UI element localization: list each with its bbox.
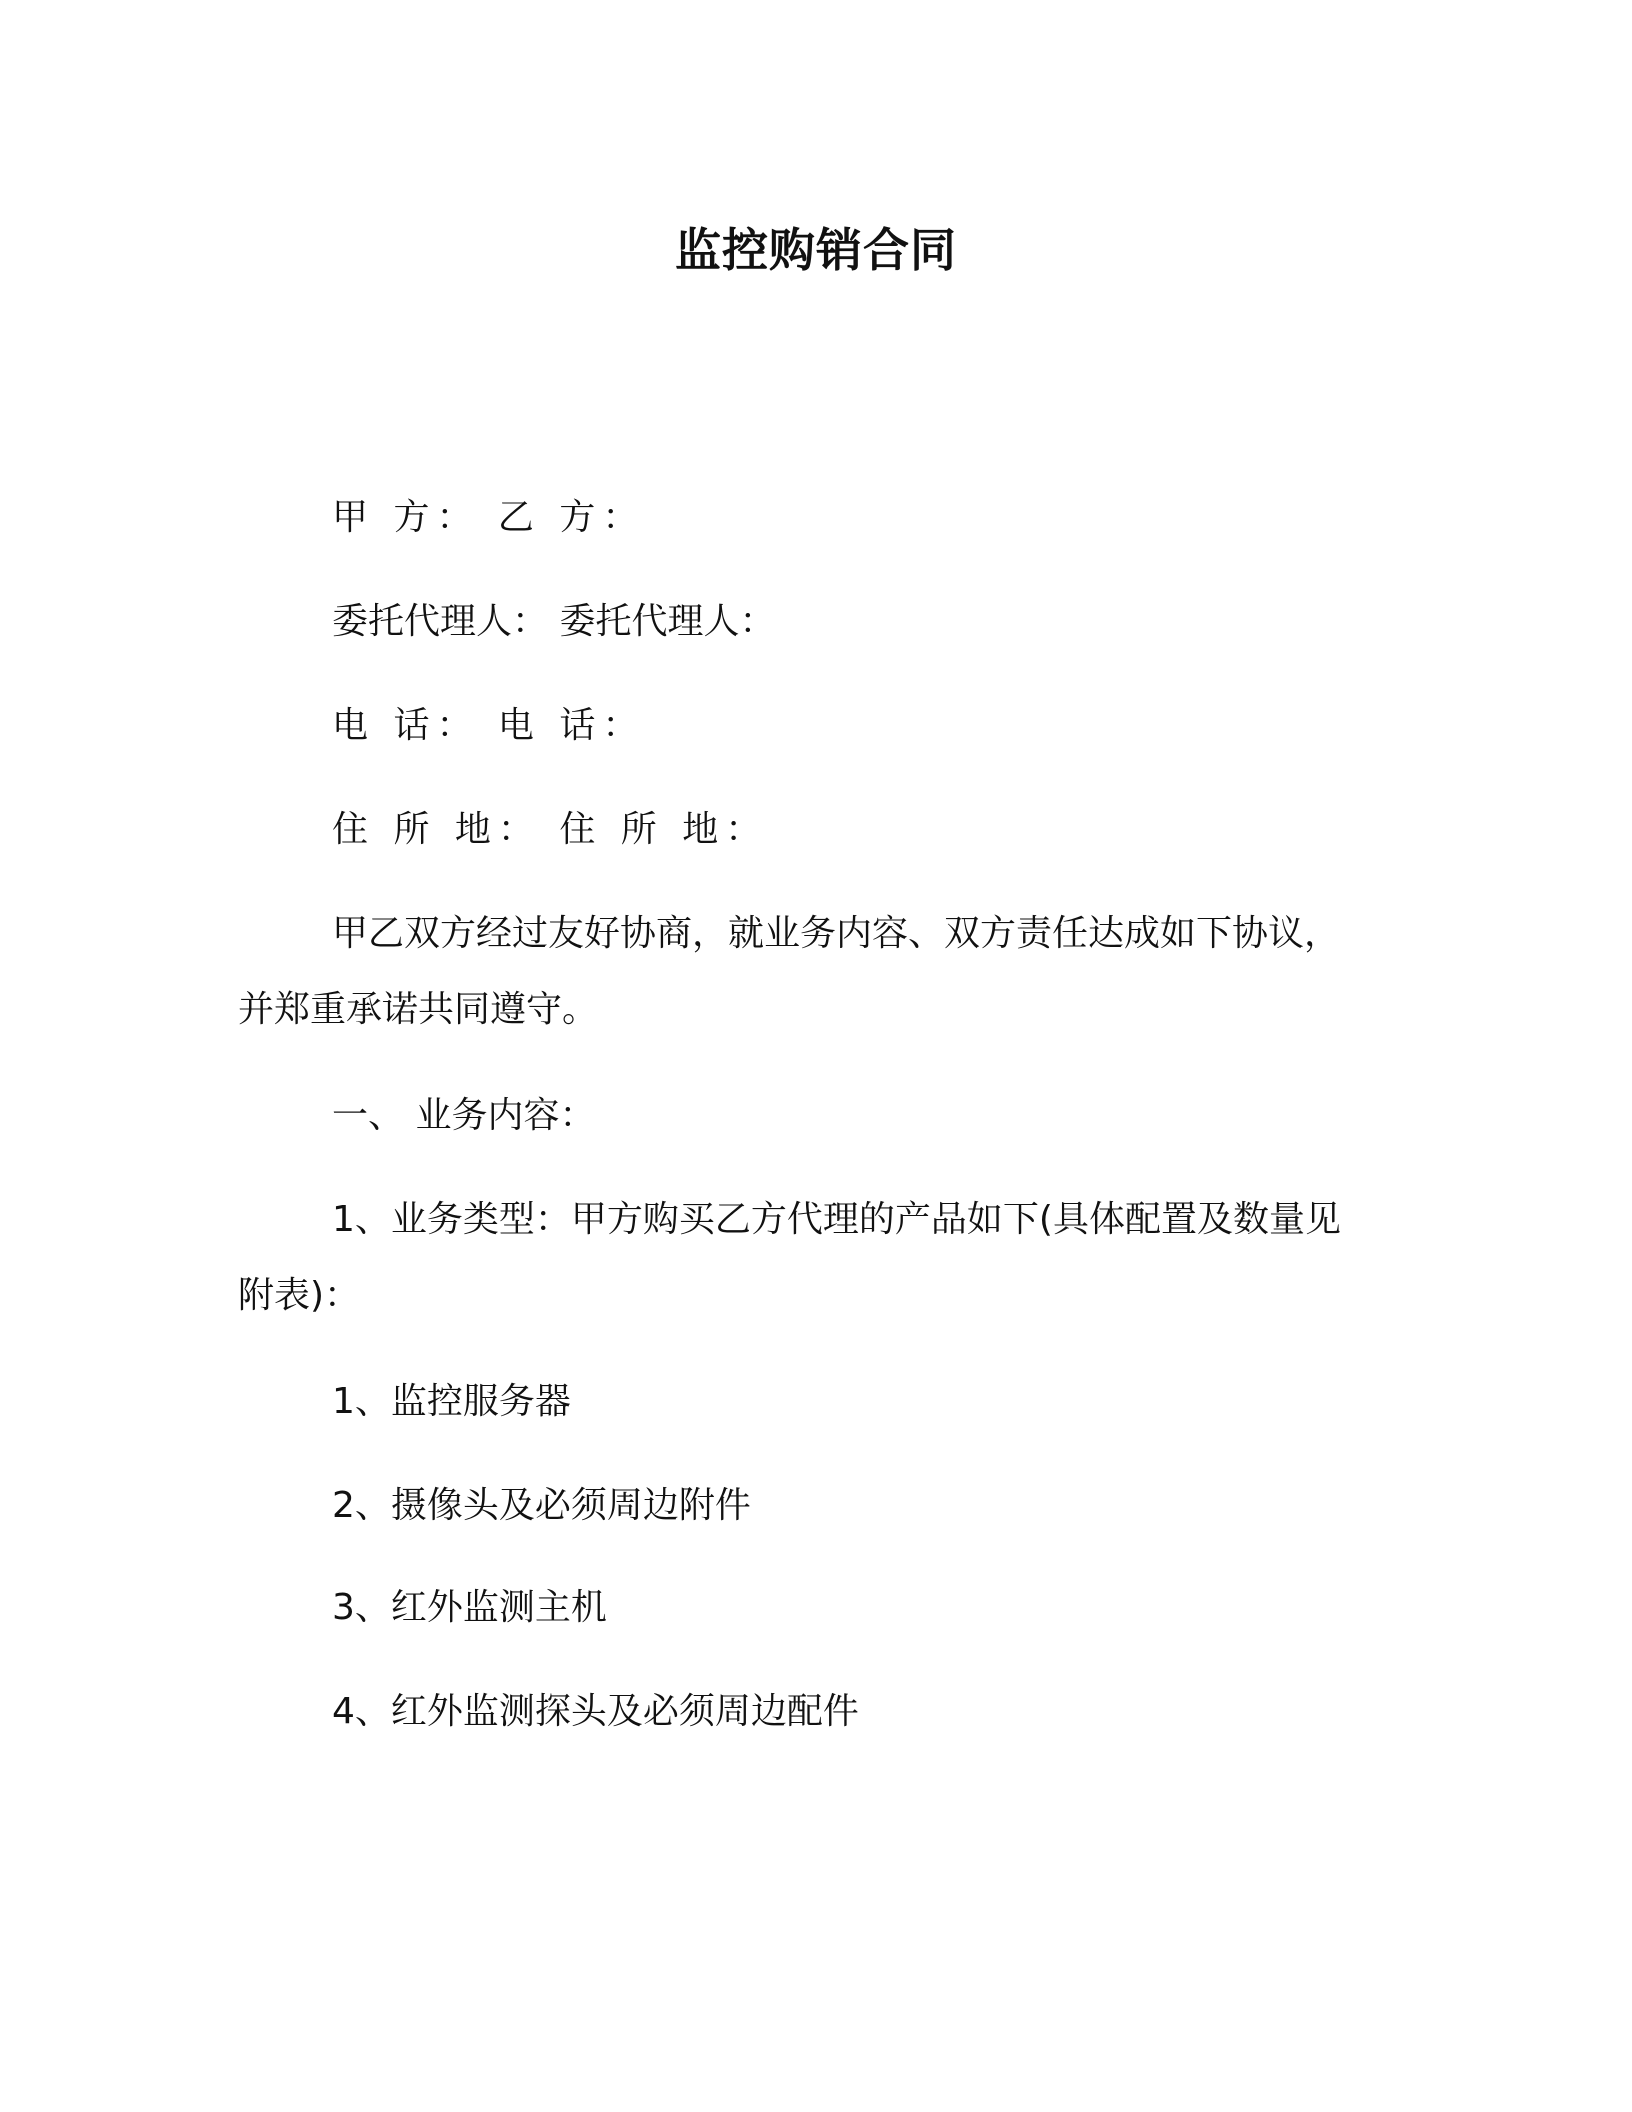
intro-paragraph-line2: 并郑重承诺共同遵守。 [238,989,599,1030]
intro-paragraph-line1: 甲乙双方经过友好协商，就业务内容、双方责任达成如下协议， [332,913,1341,954]
product-item: 2、摄像头及必须周边附件 [332,1485,751,1526]
business-type-line1: 1、业务类型：甲方购买乙方代理的产品如下(具体配置及数量见 [332,1199,1341,1240]
address-line: 住 所 地： 住 所 地： [332,809,769,850]
product-item: 1、监控服务器 [332,1381,571,1422]
agent-line: 委托代理人： 委托代理人： [332,601,776,642]
document-title: 监控购销合同 [675,223,957,277]
product-item: 4、红外监测探头及必须周边配件 [332,1691,859,1732]
product-item: 3、红外监测主机 [332,1587,607,1628]
party-names-line: 甲 方： 乙 方： [332,497,646,538]
section-heading: 一、 业务内容： [332,1095,596,1136]
business-type-line2: 附表)： [238,1275,361,1316]
phone-line: 电 话： 电 话： [332,705,646,746]
